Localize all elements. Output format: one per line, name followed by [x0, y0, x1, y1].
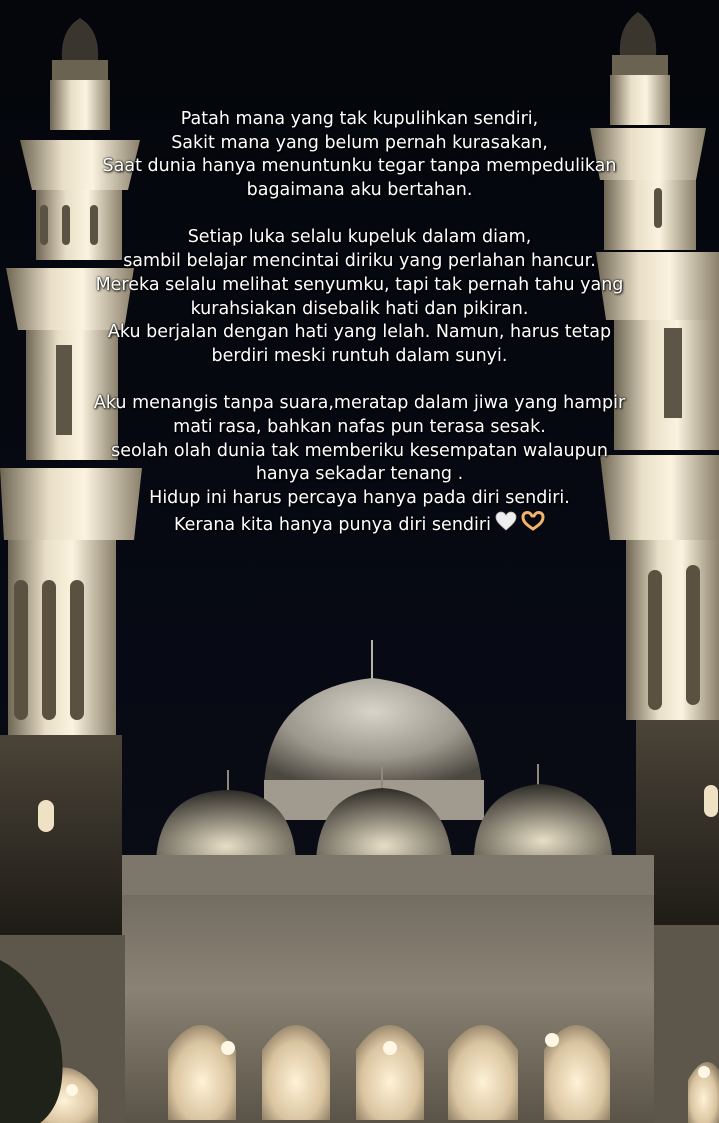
caption-line: bagaimana aku bertahan.: [246, 180, 473, 201]
caption-line: mati rasa, bahkan nafas pun terasa sesak.: [173, 416, 546, 437]
caption-line: berdiri meski runtuh dalam sunyi.: [211, 345, 508, 366]
caption-line: Sakit mana yang belum pernah kurasakan,: [171, 132, 548, 153]
caption-line: Aku menangis tanpa suara,meratap dalam jiwa yang hampir: [93, 393, 626, 414]
caption-line: kurahsiakan disebalik hati dan pikiran.: [190, 298, 529, 319]
caption-line: Patah mana yang tak kupulihkan sendiri,: [180, 109, 539, 129]
caption-line: Saat dunia hanya menuntunku tegar tanpa mempedulikan: [102, 156, 617, 177]
caption-line: sambil belajar mencintai diriku yang perlahan hancur.: [123, 251, 596, 272]
stanza-gap: [0, 203, 719, 227]
heart-hands-icon: [521, 511, 545, 539]
caption-line: Aku berjalan dengan hati yang lelah. Namun, harus tetap: [107, 322, 612, 343]
white-heart-icon: [495, 511, 517, 539]
caption-line: seolah olah dunia tak memberiku kesempatan walaupun: [111, 440, 608, 461]
caption-line: hanya sekadar tenang .: [255, 464, 464, 485]
caption-line: Mereka selalu melihat senyumku, tapi tak pernah tahu yang: [95, 274, 624, 295]
caption-line: Setiap luka selalu kupeluk dalam diam,: [187, 227, 532, 248]
caption-line: Hidup ini harus percaya hanya pada diri sendiri.: [149, 488, 570, 508]
caption-overlay: [0, 108, 719, 534]
caption-line: Kerana kita hanya punya diri sendiri: [0, 511, 719, 535]
stanza-gap: [0, 369, 719, 393]
